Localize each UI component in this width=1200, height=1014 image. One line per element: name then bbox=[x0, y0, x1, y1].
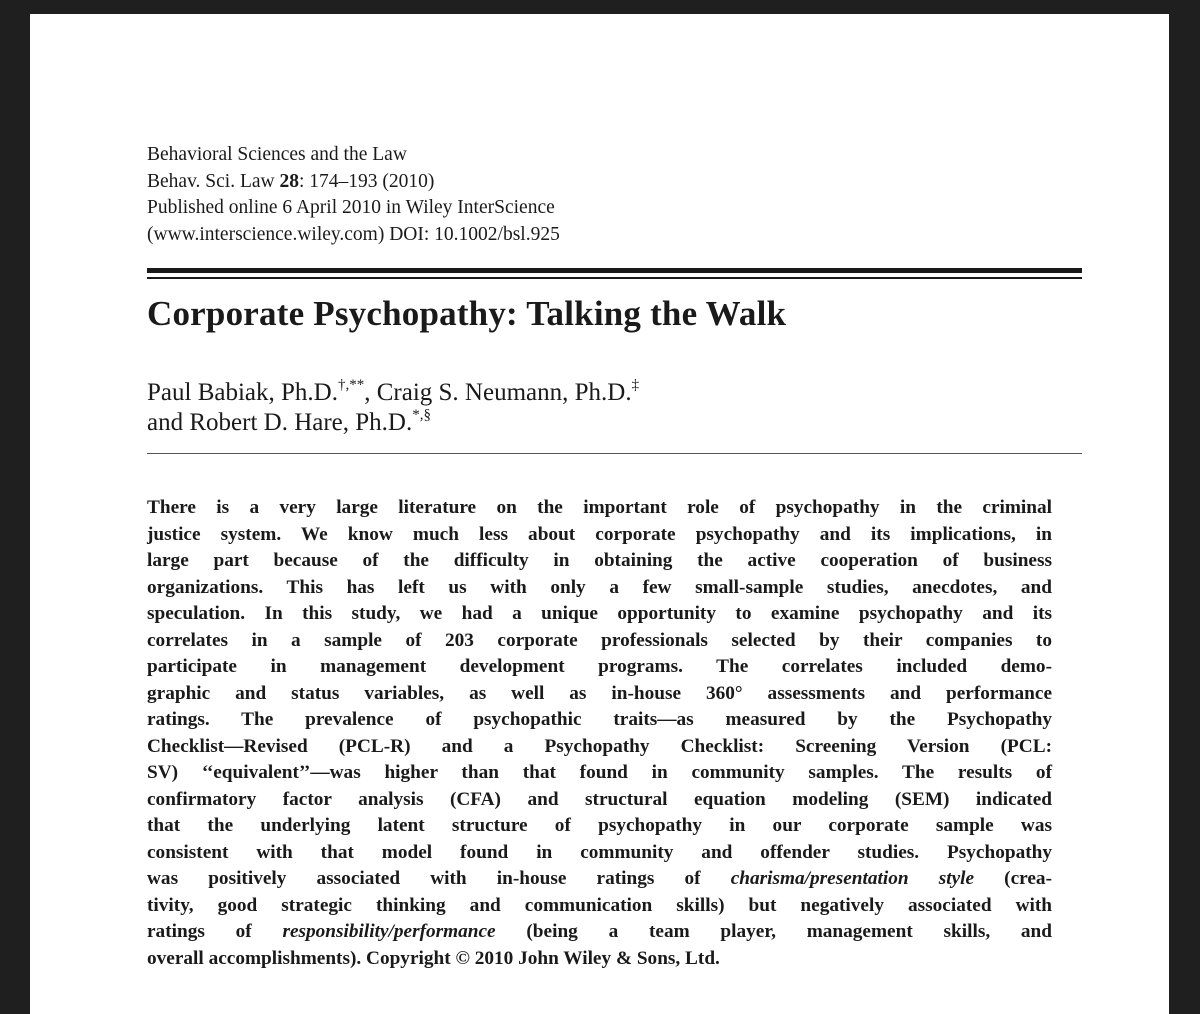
citation-pages-year: : 174–193 (2010) bbox=[299, 170, 435, 192]
abstract-line: tivity, good strategic thinking and communication skills) but negatively associated with bbox=[147, 894, 1052, 916]
abstract-line bbox=[147, 866, 1052, 893]
abstract-emphasis: charisma/presentation style bbox=[730, 868, 975, 889]
abstract-line: consistent with that model found in community and offender studies. Psychopathy bbox=[147, 841, 1052, 863]
abstract-line: large part because of the difficulty in obtaining the active cooperation of business bbox=[147, 550, 1052, 571]
citation-prefix: Behav. Sci. Law bbox=[147, 170, 280, 192]
abstract-line: that the underlying latent structure of psychopathy in our corporate sample was bbox=[147, 815, 1052, 836]
author-list bbox=[147, 378, 639, 438]
header-rule-thin bbox=[147, 277, 1082, 279]
authors-rule bbox=[147, 453, 1082, 454]
author-babiak-affiliation: †,** bbox=[337, 377, 365, 393]
publication-date: Published online 6 April 2010 in Wiley InterScience bbox=[147, 197, 555, 218]
abstract-line: correlates in a sample of 203 corporate professionals selected by their companies to bbox=[147, 629, 1052, 651]
document-page bbox=[30, 14, 1169, 1014]
doi-line: (www.interscience.wiley.com) DOI: 10.1002/bsl.925 bbox=[147, 223, 560, 245]
journal-citation bbox=[147, 169, 560, 196]
abstract-line: Checklist—Revised (PCL-R) and a Psychopathy Checklist: Screening Version (PCL: bbox=[147, 735, 1052, 757]
author-line-1 bbox=[147, 378, 639, 408]
abstract-text: ratings of bbox=[147, 921, 283, 942]
author-hare-affiliation: *,§ bbox=[412, 407, 431, 423]
journal-name: Behavioral Sciences and the Law bbox=[147, 144, 407, 165]
abstract-line: confirmatory factor analysis (CFA) and structural equation modeling (SEM) indicated bbox=[147, 788, 1052, 810]
abstract-text: (crea- bbox=[974, 868, 1052, 889]
abstract-line: organizations. This has left us with only a few small-sample studies, anecdotes, and bbox=[147, 576, 1052, 598]
abstract-line: speculation. In this study, we had a unique opportunity to examine psychopathy and its bbox=[147, 603, 1052, 624]
abstract-line: ratings. The prevalence of psychopathic traits—as measured by the Psychopathy bbox=[147, 709, 1052, 730]
journal-volume: 28 bbox=[279, 170, 299, 192]
header-rule-thick bbox=[147, 268, 1082, 273]
abstract-text: (being a team player, management skills, and bbox=[495, 921, 1052, 942]
author-babiak: Paul Babiak, Ph.D. bbox=[147, 379, 338, 406]
author-hare: and Robert D. Hare, Ph.D. bbox=[147, 409, 413, 436]
abstract-line: graphic and status variables, as well as in-house 360° assessments and performance bbox=[147, 682, 1052, 704]
abstract-line: participate in management development programs. The correlates included demo- bbox=[147, 656, 1052, 677]
abstract-line: overall accomplishments). Copyright © 2010 John Wiley & Sons, Ltd. bbox=[147, 947, 720, 969]
abstract-text: was positively associated with in-house ratings of bbox=[147, 868, 731, 889]
author-line-2 bbox=[147, 408, 639, 438]
abstract-line bbox=[147, 919, 1052, 946]
abstract-line: There is a very large literature on the important role of psychopathy in the criminal bbox=[147, 497, 1052, 518]
journal-header bbox=[147, 142, 560, 248]
abstract-line: SV) ‘‘equivalent’’—was higher than that found in community samples. The results of bbox=[147, 762, 1052, 783]
author-neumann-affiliation: ‡ bbox=[631, 377, 640, 393]
abstract-emphasis: responsibility/performance bbox=[282, 921, 496, 942]
abstract-line: justice system. We know much less about corporate psychopathy and its implications, in bbox=[147, 523, 1052, 545]
author-neumann: , Craig S. Neumann, Ph.D. bbox=[364, 379, 632, 406]
abstract bbox=[147, 495, 1052, 972]
article-title: Corporate Psychopathy: Talking the Walk bbox=[147, 294, 787, 333]
